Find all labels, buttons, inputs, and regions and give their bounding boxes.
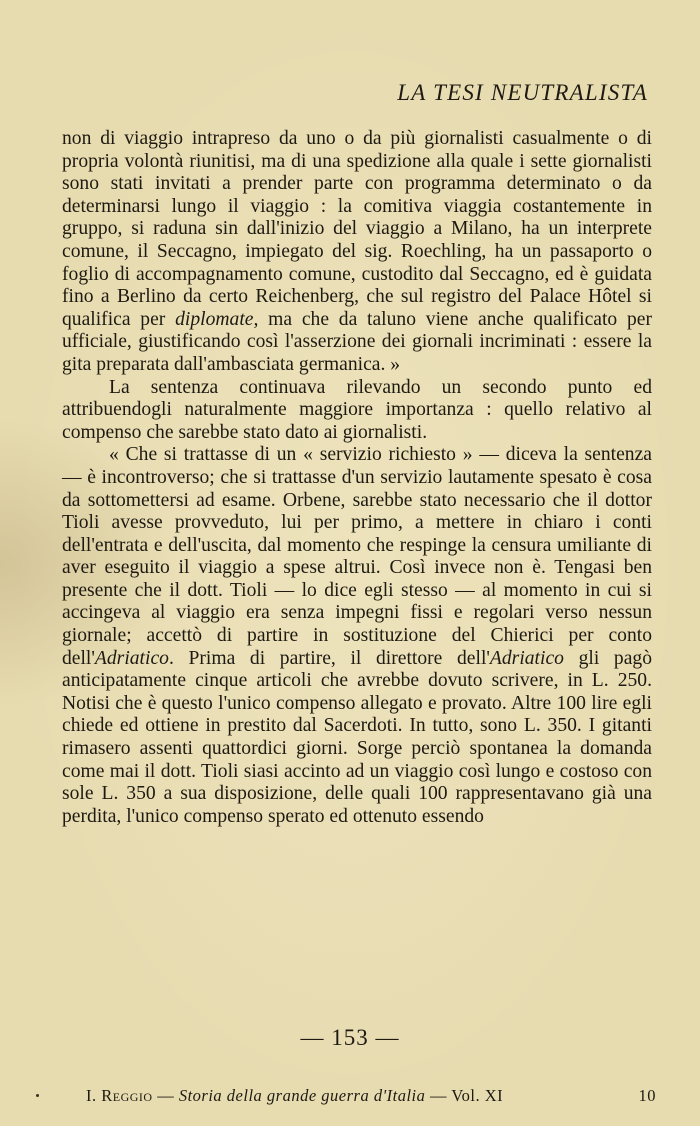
footer-dash-1: — — [157, 1086, 175, 1105]
footer-signature-number: 10 — [638, 1086, 656, 1105]
paragraph-3-text-e: gli pagò anticipatamente cinque articoli che avrebbe dovuto scrivere, in L. 250. Notisi che è questo l'unico compenso allegato e provato. Altre 100 lire egli chiede ed ottiene in prestito dal Sacerdoti. In tutto, sono L. 350. I gitanti rimasero assenti quattordici giorni. Sorge perciò spontanea la domanda come mai il dott. Tioli siasi accinto ad un viaggio così lungo e costoso con sole L. 350 a sua disposizione, delle quali 100 rappresentavano già una perdita, l'unico compenso sperato ed ottenuto essendo — [62, 647, 652, 827]
running-head: LA TESI NEUTRALISTA — [397, 80, 648, 105]
footer-book-title: Storia della grande guerra d'Italia — [178, 1086, 426, 1105]
footer-dash-2: — — [430, 1086, 447, 1105]
footer-volume: Vol. XI — [451, 1086, 504, 1105]
paragraph-3-text-a: « Che si trattasse di un « servizio richiesto » — diceva la sentenza — è incontroverso; che si trattasse d'un servizio lautamente spesato è cosa da sottomettersi ad esame. Orbene, sarebbe stato necessario che il dottor Tioli avesse provveduto, lui per primo, a mettere in chiaro i conti dell'entrata e dell'uscita, dal momento che respinge la censura umiliante di aver eseguito il viaggio a spese altrui. Così invece non è. Tengasi ben presente che il dott. Tioli — lo dice egli stesso — al momento in cui si accingeva al viaggio era senza impegni fissi e regolari verso nessun giornale; accettò di partire in sostituzione del Chierici per conto dell' — [62, 444, 652, 669]
page-number: — 153 — — [300, 1025, 400, 1050]
paragraph-3-italic-adriatico-2: Adriatico — [489, 647, 564, 669]
footer-citation — [86, 1086, 503, 1106]
printer-mark-dot — [36, 1094, 39, 1097]
paragraph-1-italic-diplomate: diplomate, — [175, 308, 259, 330]
paragraph-2: La sentenza continuava rilevando un secondo punto ed attribuendogli naturalmente maggiore importanza : quello relativo al compenso che sarebbe stato dato ai giornalisti. — [62, 376, 652, 443]
paragraph-1-text-a: non di viaggio intrapreso da uno o da più giornalisti casualmente o di propria volontà riunitisi, ma di una spedizione alla quale i sette giornalisti sono stati invitati a prender parte con programma determinato o da determinarsi lungo il viaggio : la comitiva viaggia costantemente in gruppo, si raduna sin dall'inizio del viaggio a Milano, ha un interprete comune, il Seccagno, impiegato del sig. Roechling, ha un passaporto o foglio di accompagnamento comune, custodito dal Seccagno, ed è guidata fino a Berlino da certo Reichenberg, che sul registro del Palace Hôtel si qualifica per — [62, 128, 652, 330]
footer-author-name: Reggio — [101, 1086, 153, 1105]
paragraph-3-italic-adriatico-1: Adriatico — [94, 647, 169, 669]
paragraph-3 — [62, 444, 652, 828]
paragraph-1 — [62, 128, 652, 377]
body-text — [62, 128, 652, 828]
footer-author-initial: I. — [86, 1086, 97, 1105]
paragraph-3-text-c: . Prima di partire, il direttore dell' — [168, 647, 490, 669]
paragraph-1-text-c: ma che da taluno viene anche qualificato per ufficiale, giustificando così l'asserzione dei giornali incriminati : essere la gita preparata dall'ambasciata germanica. » — [62, 308, 652, 375]
footer-signature-line — [86, 1086, 656, 1106]
